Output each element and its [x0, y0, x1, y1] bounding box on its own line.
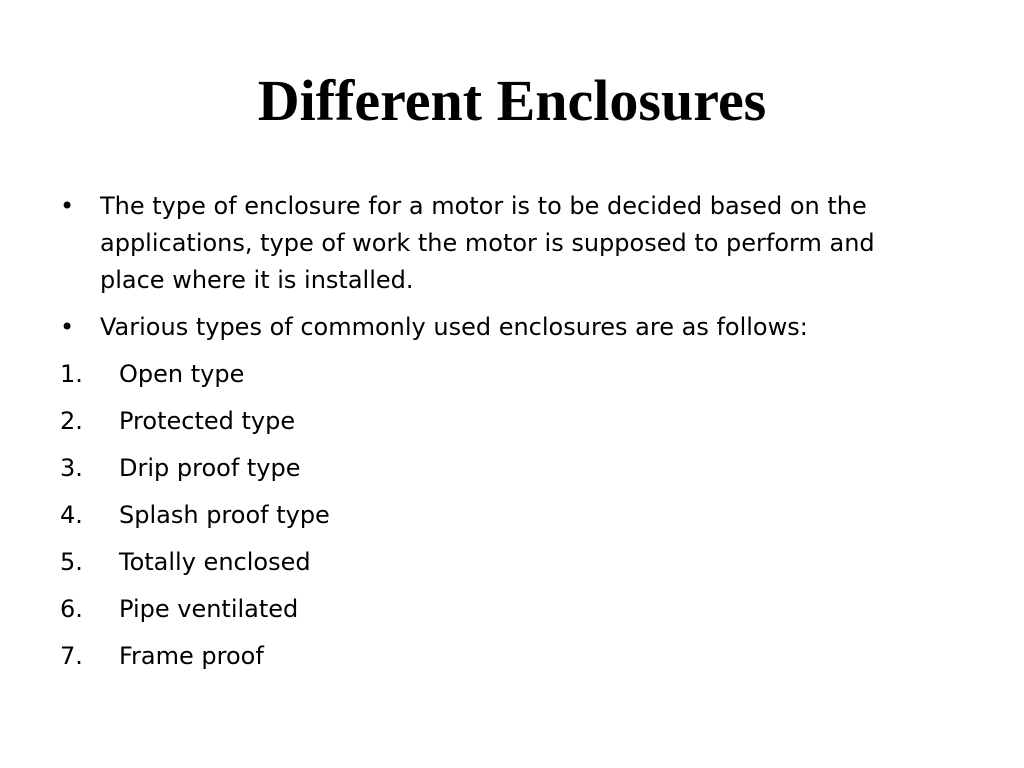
- item-number: 1.: [60, 360, 83, 388]
- numbered-item: [60, 497, 960, 534]
- item-text: Protected type: [119, 407, 296, 435]
- numbered-item: [60, 591, 960, 628]
- item-text: Pipe ventilated: [119, 595, 299, 623]
- numbered-item: [60, 450, 960, 487]
- item-number: 6.: [60, 595, 83, 623]
- slide-body: [60, 188, 960, 685]
- numbered-item: [60, 544, 960, 581]
- item-number: 7.: [60, 642, 83, 670]
- numbered-item: [60, 403, 960, 440]
- bullet-item: [60, 188, 935, 299]
- item-text: Drip proof type: [119, 454, 301, 482]
- bullet-item: [60, 309, 935, 346]
- item-text: Frame proof: [119, 642, 264, 670]
- item-text: Splash proof type: [119, 501, 330, 529]
- item-number: 5.: [60, 548, 83, 576]
- slide-title: Different Enclosures: [257, 68, 767, 133]
- numbered-item: [60, 638, 960, 675]
- bullet-marker: •: [60, 313, 75, 341]
- bullet-marker: •: [60, 192, 75, 220]
- item-number: 3.: [60, 454, 83, 482]
- item-text: Open type: [119, 360, 245, 388]
- item-text: Totally enclosed: [119, 548, 311, 576]
- bullet-text: Various types of commonly used enclosures are as follows:: [100, 313, 808, 341]
- item-number: 4.: [60, 501, 83, 529]
- numbered-item: [60, 356, 960, 393]
- bullet-text: The type of enclosure for a motor is to be decided based on the applications, type of work the motor is supposed to perform and place where it is installed.: [100, 192, 875, 294]
- item-number: 2.: [60, 407, 83, 435]
